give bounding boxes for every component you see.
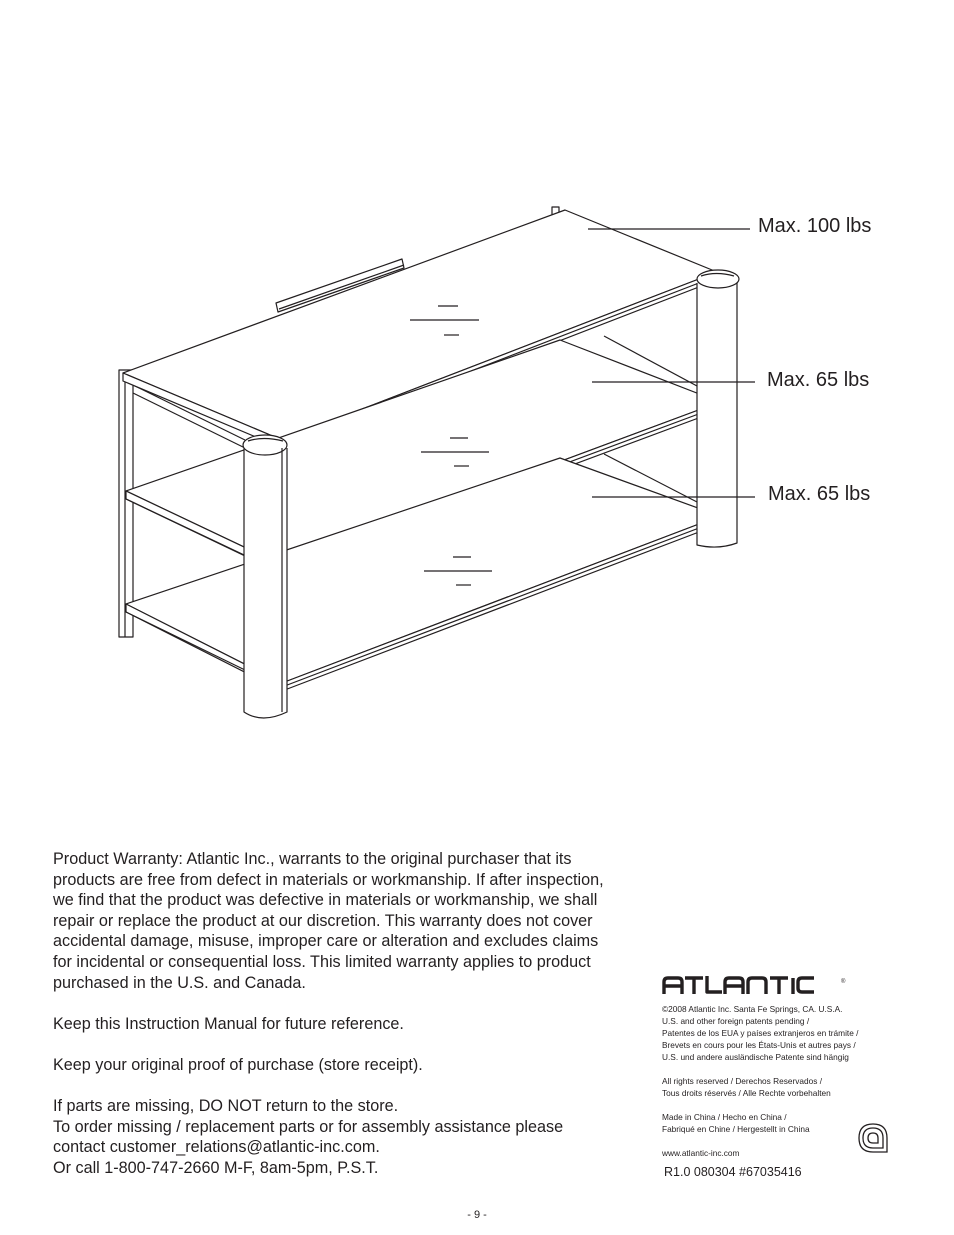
warranty-line: we find that the product was defective in materials or workmanship, we shall [53, 891, 598, 910]
contact-phone-line: Or call 1-800-747-2660 M-F, 8am-5pm, P.S.T. [53, 1158, 379, 1177]
revision-code: R1.0 080304 #67035416 [664, 1165, 802, 1179]
warranty-line: Product Warranty: Atlantic Inc., warrants to the original purchaser that its [53, 850, 572, 868]
rights-line: Tous droits réservés / Alle Rechte vorbehalten [662, 1088, 831, 1098]
patent-line: U.S. and other foreign patents pending / [662, 1016, 810, 1026]
atlantic-a-icon [857, 1122, 889, 1154]
warranty-line: accidental damage, misuse, improper care or alteration and excludes claims [53, 932, 599, 951]
load-label-top-shelf: Max. 100 lbs [758, 215, 872, 237]
load-label-middle-shelf: Max. 65 lbs [767, 369, 870, 391]
patent-line: Patentes de los EUA y países extranjeros en trámite / [662, 1028, 859, 1038]
missing-parts-line: To order missing / replacement parts or for assembly assistance please [53, 1117, 564, 1136]
copyright-line: ©2008 Atlantic Inc. Santa Fe Springs, CA. U.S.A. [662, 1004, 843, 1014]
website-link: www.atlantic-inc.com [662, 1148, 740, 1158]
keep-manual-note: Keep this Instruction Manual for future reference. [53, 1014, 404, 1033]
load-label-bottom-shelf: Max. 65 lbs [768, 483, 871, 505]
contact-email-line: contact customer_relations@atlantic-inc.com. [53, 1138, 380, 1157]
warranty-line: purchased in the U.S. and Canada. [53, 973, 306, 992]
front-left-post [243, 435, 287, 718]
right-rear-post [697, 270, 739, 547]
keep-receipt-note: Keep your original proof of purchase (store receipt). [53, 1055, 423, 1074]
warranty-block [53, 849, 653, 1179]
missing-parts-line: If parts are missing, DO NOT return to the store. [53, 1097, 399, 1116]
warranty-line: for incidental or consequential loss. This limited warranty applies to product [53, 952, 591, 971]
patent-line: U.S. und andere ausländische Patente sind hängig [662, 1052, 849, 1062]
atlantic-logo [662, 975, 852, 995]
made-in-line: Fabriqué en Chine / Hergestellt in China [662, 1124, 810, 1134]
warranty-line: products are free from defect in materials or workmanship. If after inspection, [53, 870, 604, 889]
rights-line: All rights reserved / Derechos Reservados / [662, 1076, 823, 1086]
page-number: - 9 - [467, 1209, 487, 1221]
patent-line: Brevets en cours pour les États-Unis et autres pays / [662, 1040, 856, 1050]
warranty-line: repair or replace the product at our discretion. This warranty does not cover [53, 911, 593, 930]
made-in-line: Made in China / Hecho en China / [662, 1112, 787, 1122]
registered-mark: ® [841, 979, 846, 985]
